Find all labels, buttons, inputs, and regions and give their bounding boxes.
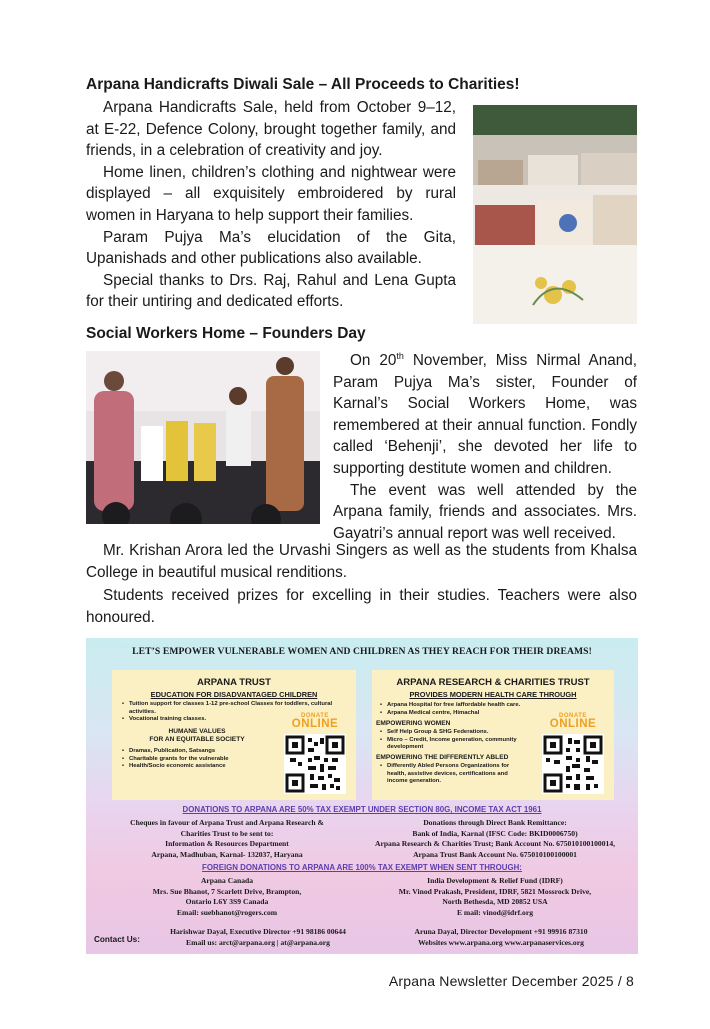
founders-day-text [333, 346, 637, 544]
donate-online-label [282, 713, 348, 731]
text-line: Arpana Research & Charities Trust; Bank Account No. 675010100100014, [374, 839, 616, 849]
box-title: ARPANA RESEARCH & CHARITIES TRUST [396, 677, 590, 688]
tax-exempt-banner: DONATIONS TO ARPANA ARE 50% TAX EXEMPT UNDER SECTION 80G, INCOME TAX ACT 1961 [182, 805, 542, 814]
text-line: Arpana Canada [200, 876, 254, 885]
arpana-canada-info [96, 876, 358, 918]
trust-bullets-2 [122, 748, 272, 771]
heading-line: FOR AN EQUITABLE SOCIETY [149, 736, 245, 743]
text-line: E mail: vinod@idrf.org [456, 907, 534, 917]
text-line: Harishwar Dayal, Executive Director +91 98186 00644 [170, 927, 346, 936]
list-item: • Health/Socio economic assistance [122, 763, 272, 771]
founders-day-text-continued [86, 540, 637, 628]
text-line: Mrs. Sue Bhanot, 7 Scarlett Drive, Brampton, [152, 886, 302, 896]
text-line: North Bethesda, MD 20852 USA [442, 897, 548, 907]
donate-text: DONATE [301, 713, 329, 719]
list-item: • Tuition support for classes 1-12 pre-school Classes for toddlers, cultural activities. [122, 701, 342, 716]
diwali-sale-text [86, 97, 456, 313]
text-line: India Development & Relief Fund (IDRF) [427, 876, 563, 885]
box-title: ARPANA TRUST [197, 677, 271, 688]
paragraph [333, 346, 637, 480]
bank-remittance-info [358, 818, 632, 860]
qr-code-icon[interactable] [542, 734, 604, 794]
online-text: ONLINE [549, 718, 597, 730]
qr-code-icon[interactable] [284, 734, 346, 794]
date-prefix: On 20 [350, 352, 397, 370]
paragraph: The event was well attended by the Arpana family, friends and associates. Mrs. Gayatri’s annual report was well received. [333, 481, 637, 542]
differently-abled-heading: EMPOWERING THE DIFFERENTLY ABLED [376, 754, 509, 761]
heading-line: HUMANE VALUES [168, 728, 226, 735]
section-heading-founders-day: Social Workers Home – Founders Day [86, 325, 366, 342]
section-heading-diwali-sale: Arpana Handicrafts Diwali Sale – All Proceeds to Charities! [86, 76, 520, 93]
text-line: Websites www.arpana.org www.arpanaservices.org [418, 937, 584, 947]
list-item: • Arpana Medical centre, Himachal [380, 710, 540, 718]
idrf-info [358, 876, 632, 918]
list-item: • Micro – Credit, Income generation, community development [380, 737, 520, 752]
text-line: Arpana Trust Bank Account No. 675010100100001 [413, 849, 577, 859]
ordinal-suffix: th [396, 351, 404, 361]
text-line: Arpana, Madhuban, Karnal- 132037, Haryana [151, 849, 303, 859]
research-bullets-1 [380, 702, 540, 717]
online-text: ONLINE [291, 718, 339, 730]
contact-us-label: Contact Us: [94, 935, 140, 944]
paragraph: Param Pujya Ma’s elucidation of the Gita, Upanishads and other publications also available. [86, 228, 456, 268]
text-line: Mr. Vinod Prakash, President, IDRF, 5821 Mossrock Drive, [398, 886, 592, 896]
box-subtitle: PROVIDES MODERN HEALTH CARE THROUGH [409, 690, 577, 699]
text-line: Bank of India, Karnal (IFSC Code: BKID0006750) [412, 828, 578, 838]
paragraph-rest: November, Miss Nirmal Anand, Param Pujya Ma’s sister, Founder of Karnal’s Social Workers Home, was remembered at their annual function. Fondly called ‘Behenji’, she devoted her life to supporting destitute women and children. [333, 352, 637, 478]
text-line: Ontario L6Y 3S9 Canada [185, 897, 269, 907]
text-line: Email: suebhanot@rogers.com [176, 907, 278, 917]
humane-values-heading [132, 728, 262, 744]
paragraph: Special thanks to Drs. Raj, Rahul and Lena Gupta for their untiring and dedicated efforts. [86, 271, 456, 311]
list-item: • Arpana Hospital for free /affordable health care. [380, 702, 540, 710]
list-item: • Self Help Group & SHG Federations. [380, 729, 520, 737]
arpana-trust-box [112, 670, 356, 800]
paragraph: Arpana Handicrafts Sale, held from October 9–12, at E-22, Defence Colony, brought together family, and friends, in a celebration of creativity and joy. [86, 99, 456, 160]
donate-text: DONATE [559, 713, 587, 719]
list-item: • Dramas, Publication, Satsangs [122, 748, 272, 756]
cheques-info [96, 818, 358, 860]
paragraph: Home linen, children’s clothing and nightwear were displayed – all exquisitely embroidered by rural women in Haryana to help support their families. [86, 163, 456, 224]
text-line: Aruna Dayal, Director Development +91 99916 87310 [414, 927, 588, 936]
contact-right [370, 927, 632, 948]
text-line: Donations through Direct Bank Remittance: [423, 818, 567, 827]
research-bullets-3 [380, 763, 520, 786]
donation-flyer [86, 638, 638, 954]
paragraph: Students received prizes for excelling in their studies. Teachers were also honoured. [86, 587, 637, 626]
text-line: Email us: arct@arpana.org | at@arpana.org [186, 937, 330, 947]
research-bullets-2 [380, 729, 520, 752]
flyer-title: LET’S EMPOWER VULNERABLE WOMEN AND CHILDREN AS THEY REACH FOR THEIR DREAMS! [132, 646, 592, 657]
list-item: • Differently Abled Persons Organizations for health, assistive devices, certifications and income generation. [380, 763, 520, 786]
research-trust-box [372, 670, 614, 800]
foreign-donations-banner: FOREIGN DONATIONS TO ARPANA ARE 100% TAX EXEMPT WHEN SENT THROUGH: [202, 863, 522, 872]
text-line: Charities Trust to be sent to: [180, 828, 274, 838]
empowering-women-heading: EMPOWERING WOMEN [376, 720, 451, 727]
page-footer: Arpana Newsletter December 2025 / 8 [388, 973, 634, 989]
text-line: Cheques in favour of Arpana Trust and Arpana Research & [130, 818, 324, 827]
contact-left [148, 927, 368, 948]
list-item: • Vocational training classes. [122, 716, 342, 724]
list-item: • Charitable grants for the vulnerable [122, 756, 272, 764]
founders-day-photo [86, 351, 320, 524]
text-line: Information & Resources Department [165, 839, 289, 849]
paragraph: Mr. Krishan Arora led the Urvashi Singers as well as the students from Khalsa College in beautiful musical renditions. [86, 542, 637, 581]
donate-online-label [540, 713, 606, 731]
box-subtitle: EDUCATION FOR DISADVANTAGED CHILDREN [150, 690, 318, 699]
handicrafts-sale-photo [473, 105, 637, 324]
